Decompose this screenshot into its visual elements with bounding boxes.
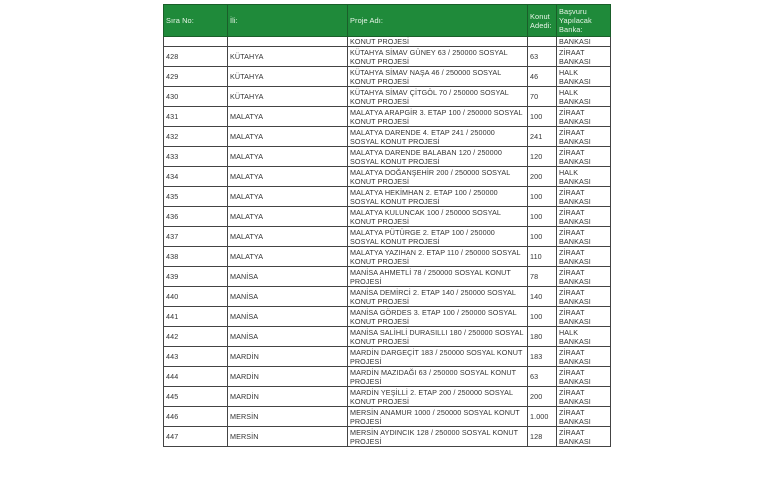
- cell-sira-no: 438: [164, 247, 228, 267]
- cell-banka: ZİRAAT BANKASI: [557, 267, 611, 287]
- table-row: [164, 47, 611, 67]
- cell-konut-adedi: [528, 37, 557, 47]
- cell-banka: HALK BANKASI: [557, 167, 611, 187]
- cell-sira-no: 431: [164, 107, 228, 127]
- cell-ili: MERSİN: [228, 407, 348, 427]
- cell-banka: ZİRAAT BANKASI: [557, 287, 611, 307]
- table-row: [164, 307, 611, 327]
- cell-ili: MALATYA: [228, 167, 348, 187]
- cell-ili: MARDİN: [228, 367, 348, 387]
- cell-konut-adedi: 70: [528, 87, 557, 107]
- cell-proje-adi: MALATYA DARENDE BALABAN 120 / 250000 SOSYAL KONUT PROJESİ: [348, 147, 528, 167]
- cell-konut-adedi: 120: [528, 147, 557, 167]
- cell-proje-adi: MALATYA ARAPGİR 3. ETAP 100 / 250000 SOSYAL KONUT PROJESİ: [348, 107, 528, 127]
- header-konut-adedi: Konut Adedi:: [528, 5, 557, 37]
- header-banka: Başvuru Yapılacak Banka:: [557, 5, 611, 37]
- cell-sira-no: 437: [164, 227, 228, 247]
- cell-ili: MALATYA: [228, 187, 348, 207]
- cell-sira-no: 434: [164, 167, 228, 187]
- cell-sira-no: 428: [164, 47, 228, 67]
- cell-konut-adedi: 200: [528, 387, 557, 407]
- header-row: [164, 5, 611, 37]
- cell-sira-no: 433: [164, 147, 228, 167]
- header-sira-no: Sıra No:: [164, 5, 228, 37]
- table-row: [164, 227, 611, 247]
- cell-konut-adedi: 100: [528, 307, 557, 327]
- cell-sira-no: 430: [164, 87, 228, 107]
- table-row: [164, 107, 611, 127]
- cell-konut-adedi: 63: [528, 47, 557, 67]
- cell-ili: MANİSA: [228, 267, 348, 287]
- cell-sira-no: 446: [164, 407, 228, 427]
- cell-ili: MANİSA: [228, 307, 348, 327]
- cell-sira-no: 444: [164, 367, 228, 387]
- table-row: [164, 247, 611, 267]
- cell-proje-adi: KONUT PROJESİ: [348, 37, 528, 47]
- cell-ili: MALATYA: [228, 207, 348, 227]
- cell-banka: ZİRAAT BANKASI: [557, 427, 611, 447]
- cell-ili: MANİSA: [228, 287, 348, 307]
- cell-banka: ZİRAAT BANKASI: [557, 127, 611, 147]
- cell-proje-adi: MALATYA DARENDE 4. ETAP 241 / 250000 SOSYAL KONUT PROJESİ: [348, 127, 528, 147]
- cell-konut-adedi: 128: [528, 427, 557, 447]
- cell-sira-no: 447: [164, 427, 228, 447]
- cell-banka: ZİRAAT BANKASI: [557, 347, 611, 367]
- cell-konut-adedi: 110: [528, 247, 557, 267]
- cell-banka: ZİRAAT BANKASI: [557, 207, 611, 227]
- cell-konut-adedi: 180: [528, 327, 557, 347]
- table-row: [164, 187, 611, 207]
- cell-konut-adedi: 100: [528, 107, 557, 127]
- cell-ili: MALATYA: [228, 247, 348, 267]
- cell-konut-adedi: 100: [528, 207, 557, 227]
- table-row: [164, 67, 611, 87]
- table-row: [164, 127, 611, 147]
- table-row: [164, 87, 611, 107]
- cell-banka: ZİRAAT BANKASI: [557, 187, 611, 207]
- cell-sira-no: 441: [164, 307, 228, 327]
- cell-proje-adi: MALATYA YAZIHAN 2. ETAP 110 / 250000 SOSYAL KONUT PROJESİ: [348, 247, 528, 267]
- cell-ili: KÜTAHYA: [228, 87, 348, 107]
- table-row: [164, 387, 611, 407]
- cell-konut-adedi: 78: [528, 267, 557, 287]
- table-row: [164, 407, 611, 427]
- cell-sira-no: [164, 37, 228, 47]
- table-row: [164, 327, 611, 347]
- cell-konut-adedi: 100: [528, 187, 557, 207]
- cell-proje-adi: MARDİN YEŞİLLİ 2. ETAP 200 / 250000 SOSYAL KONUT PROJESİ: [348, 387, 528, 407]
- cell-banka: ZİRAAT BANKASI: [557, 247, 611, 267]
- cell-proje-adi: MERSİN ANAMUR 1000 / 250000 SOSYAL KONUT PROJESİ: [348, 407, 528, 427]
- cell-proje-adi: MANİSA GÖRDES 3. ETAP 100 / 250000 SOSYAL KONUT PROJESİ: [348, 307, 528, 327]
- cell-proje-adi: MALATYA HEKİMHAN 2. ETAP 100 / 250000 SOSYAL KONUT PROJESİ: [348, 187, 528, 207]
- table-row: [164, 427, 611, 447]
- cell-banka: ZİRAAT BANKASI: [557, 367, 611, 387]
- cell-banka: ZİRAAT BANKASI: [557, 147, 611, 167]
- cell-proje-adi: MARDİN MAZIDAĞI 63 / 250000 SOSYAL KONUT PROJESİ: [348, 367, 528, 387]
- table-row-partial: [164, 37, 611, 47]
- cell-proje-adi: MARDİN DARGEÇİT 183 / 250000 SOSYAL KONUT PROJESİ: [348, 347, 528, 367]
- cell-proje-adi: MALATYA DOĞANŞEHİR 200 / 250000 SOSYAL KONUT PROJESİ: [348, 167, 528, 187]
- table-row: [164, 287, 611, 307]
- cell-konut-adedi: 200: [528, 167, 557, 187]
- cell-ili: MALATYA: [228, 147, 348, 167]
- cell-ili: MALATYA: [228, 227, 348, 247]
- cell-proje-adi: MANİSA AHMETLİ 78 / 250000 SOSYAL KONUT PROJESİ: [348, 267, 528, 287]
- cell-ili: MALATYA: [228, 107, 348, 127]
- cell-konut-adedi: 241: [528, 127, 557, 147]
- header-proje-adi: Proje Adı:: [348, 5, 528, 37]
- cell-ili: KÜTAHYA: [228, 67, 348, 87]
- cell-proje-adi: MALATYA PÜTÜRGE 2. ETAP 100 / 250000 SOSYAL KONUT PROJESİ: [348, 227, 528, 247]
- cell-konut-adedi: 140: [528, 287, 557, 307]
- cell-sira-no: 440: [164, 287, 228, 307]
- cell-proje-adi: MERSİN AYDINCIK 128 / 250000 SOSYAL KONUT PROJESİ: [348, 427, 528, 447]
- cell-ili: KÜTAHYA: [228, 47, 348, 67]
- cell-sira-no: 445: [164, 387, 228, 407]
- cell-ili: MANİSA: [228, 327, 348, 347]
- cell-banka: ZİRAAT BANKASI: [557, 47, 611, 67]
- cell-ili: MALATYA: [228, 127, 348, 147]
- cell-ili: MARDİN: [228, 387, 348, 407]
- table-row: [164, 367, 611, 387]
- cell-konut-adedi: 183: [528, 347, 557, 367]
- cell-sira-no: 436: [164, 207, 228, 227]
- header-ili: İli:: [228, 5, 348, 37]
- cell-sira-no: 443: [164, 347, 228, 367]
- cell-sira-no: 429: [164, 67, 228, 87]
- table-row: [164, 147, 611, 167]
- cell-banka: HALK BANKASI: [557, 327, 611, 347]
- cell-ili: MARDİN: [228, 347, 348, 367]
- cell-ili: [228, 37, 348, 47]
- cell-proje-adi: KÜTAHYA SİMAV ÇİTGÖL 70 / 250000 SOSYAL KONUT PROJESİ: [348, 87, 528, 107]
- cell-konut-adedi: 46: [528, 67, 557, 87]
- table-body: [164, 37, 611, 447]
- cell-banka: ZİRAAT BANKASI: [557, 227, 611, 247]
- housing-projects-table: [163, 4, 611, 447]
- cell-proje-adi: KÜTAHYA SİMAV NAŞA 46 / 250000 SOSYAL KONUT PROJESİ: [348, 67, 528, 87]
- table-row: [164, 267, 611, 287]
- cell-banka: ZİRAAT BANKASI: [557, 307, 611, 327]
- cell-banka: HALK BANKASI: [557, 67, 611, 87]
- table-row: [164, 167, 611, 187]
- table-header: [164, 5, 611, 37]
- cell-sira-no: 432: [164, 127, 228, 147]
- cell-proje-adi: KÜTAHYA SİMAV GÜNEY 63 / 250000 SOSYAL KONUT PROJESİ: [348, 47, 528, 67]
- cell-banka: ZİRAAT BANKASI: [557, 387, 611, 407]
- cell-banka: ZİRAAT BANKASI: [557, 107, 611, 127]
- cell-proje-adi: MALATYA KULUNCAK 100 / 250000 SOSYAL KONUT PROJESİ: [348, 207, 528, 227]
- cell-konut-adedi: 63: [528, 367, 557, 387]
- cell-sira-no: 439: [164, 267, 228, 287]
- cell-banka: HALK BANKASI: [557, 87, 611, 107]
- cell-proje-adi: MANİSA SALİHLİ DURASILLI 180 / 250000 SOSYAL KONUT PROJESİ: [348, 327, 528, 347]
- cell-proje-adi: MANİSA DEMİRCİ 2. ETAP 140 / 250000 SOSYAL KONUT PROJESİ: [348, 287, 528, 307]
- cell-sira-no: 435: [164, 187, 228, 207]
- table-row: [164, 347, 611, 367]
- cell-konut-adedi: 100: [528, 227, 557, 247]
- cell-sira-no: 442: [164, 327, 228, 347]
- cell-konut-adedi: 1.000: [528, 407, 557, 427]
- cell-ili: MERSİN: [228, 427, 348, 447]
- table-row: [164, 207, 611, 227]
- cell-banka: BANKASI: [557, 37, 611, 47]
- cell-banka: ZİRAAT BANKASI: [557, 407, 611, 427]
